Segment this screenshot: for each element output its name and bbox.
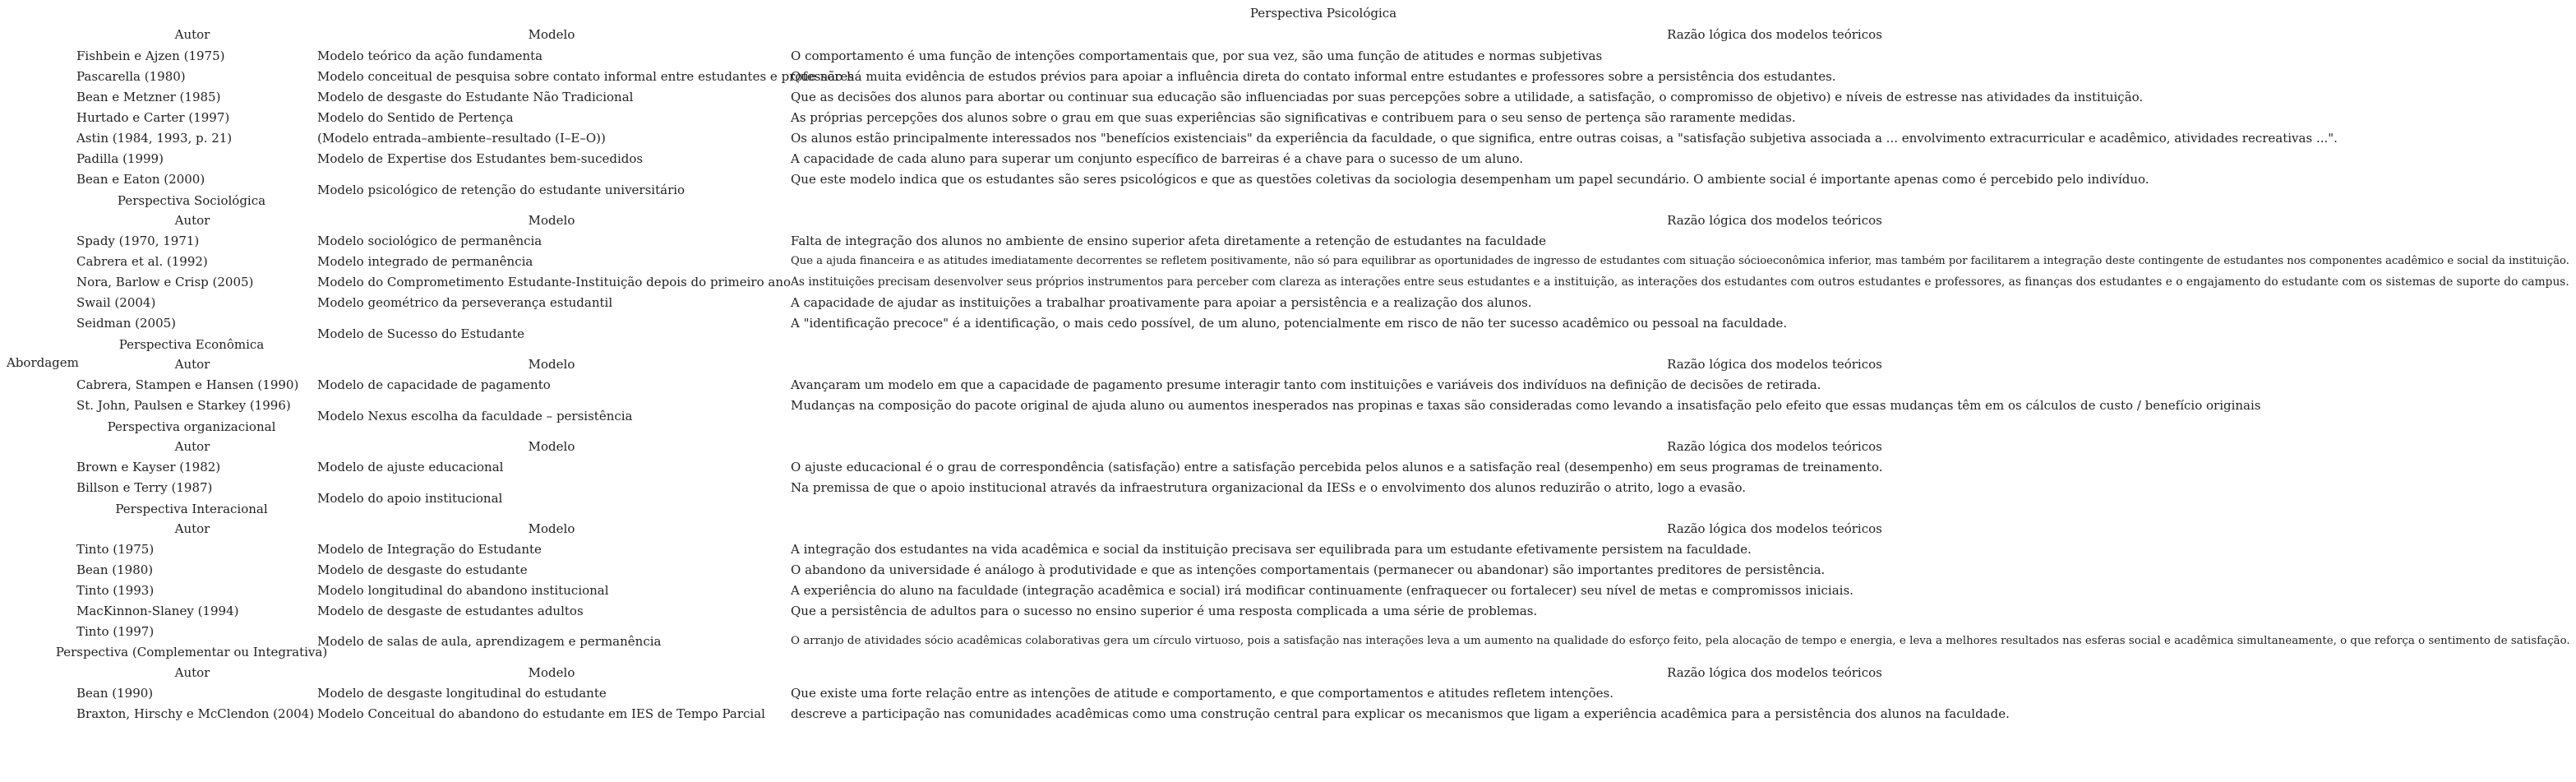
row-razao: As instituições precisam desenvolver seus próprios instrumentos para perceber com clareza as interações entre seus estudantes e a instituição, as interações dos estudantes com outros estudantes e professores, as finanças dos estudantes e o engajamento do estudante com os sistemas de suporte do campus. — [791, 275, 2569, 289]
row-autor: Fishbein e Ajzen (1975) — [76, 49, 225, 63]
column-header-modelo: Modelo — [528, 665, 575, 680]
row-modelo: (Modelo entrada–ambiente–resultado (I–E–O)) — [317, 131, 606, 146]
row-razao: Avançaram um modelo em que a capacidade de pagamento presume interagir tanto com instituições e variáveis dos indivíduos na definição de decisões de retirada. — [791, 377, 1821, 392]
column-header-razao: Razão lógica dos modelos teóricos — [1667, 357, 1882, 372]
row-modelo: Modelo integrado de permanência — [317, 254, 533, 269]
row-modelo: Modelo do apoio institucional — [317, 491, 503, 506]
row-modelo: Modelo de desgaste do estudante — [317, 562, 528, 577]
row-autor: Nora, Barlow e Crisp (2005) — [76, 275, 254, 289]
row-razao: A "identificação precoce" é a identificação, o mais cedo possível, de um aluno, potencialmente em risco de não ter sucesso acadêmico ou pessoal na faculdade. — [791, 316, 1788, 331]
column-header-razao: Razão lógica dos modelos teóricos — [1667, 521, 1882, 536]
row-modelo: Modelo Nexus escolha da faculdade – persistência — [317, 409, 633, 423]
row-modelo: Modelo de desgaste de estudantes adultos — [317, 604, 584, 618]
row-modelo: Modelo sociológico de permanência — [317, 234, 542, 248]
column-header-autor: Autor — [174, 439, 210, 454]
column-header-modelo: Modelo — [528, 439, 575, 454]
row-modelo: Modelo de capacidade de pagamento — [317, 377, 551, 392]
column-header-razao: Razão lógica dos modelos teóricos — [1667, 27, 1882, 42]
section-title: Perspectiva Econômica — [118, 337, 265, 352]
row-modelo: Modelo do Sentido de Pertença — [317, 110, 514, 125]
section-title: Perspectiva organizacional — [107, 419, 276, 434]
row-modelo: Modelo teórico da ação fundamenta — [317, 49, 543, 63]
row-modelo: Modelo Conceitual do abandono do estudante em IES de Tempo Parcial — [317, 706, 765, 721]
row-modelo: Modelo do Comprometimento Estudante-Instituição depois do primeiro ano — [317, 275, 792, 289]
row-autor: Astin (1984, 1993, p. 21) — [76, 131, 233, 146]
row-autor: Braxton, Hirschy e McClendon (2004) — [76, 706, 315, 721]
row-razao: Que este modelo indica que os estudantes são seres psicológicos e que as questões coletivas da sociologia desempenham um papel secundário. O ambiente social é importante apenas como é percebido pelo indivíduo. — [791, 172, 2149, 187]
row-autor: Seidman (2005) — [76, 316, 177, 331]
row-razao: O arranjo de atividades sócio acadêmicas colaborativas gera um círculo virtuoso, pois a satisfação nas interações leva a um aumento na qualidade do esforço feito, pela alocação de tempo e energia, e leva a melhores resultados nas esferas social e acadêmica simultaneamente, o que reforça o sentimento de satisfação. — [791, 635, 2570, 647]
section-title: Perspectiva (Complementar ou Integrativa) — [55, 645, 328, 659]
row-razao: Os alunos estão principalmente interessados nos "benefícios existenciais" da experiência da faculdade, o que significa, entre outras coisas, a "satisfação subjetiva associada a ... envolvimento extracurricular e acadêmico, atividades recreativas ...". — [791, 131, 2338, 146]
abordagem-label: Abordagem — [7, 355, 79, 370]
row-autor: Billson e Terry (1987) — [76, 480, 213, 495]
column-header-modelo: Modelo — [528, 27, 575, 42]
column-header-razao: Razão lógica dos modelos teóricos — [1667, 439, 1882, 454]
row-autor: Tinto (1997) — [76, 624, 155, 639]
row-autor: St. John, Paulsen e Starkey (1996) — [76, 398, 291, 413]
row-autor: Hurtado e Carter (1997) — [76, 110, 230, 125]
row-razao: A capacidade de cada aluno para superar um conjunto específico de barreiras é a chave para o sucesso de um aluno. — [791, 151, 1523, 166]
row-razao: O abandono da universidade é análogo à produtividade e que as intenções comportamentais (permanecer ou abandonar) são importantes preditores de persistência. — [791, 562, 1826, 577]
row-modelo: Modelo conceitual de pesquisa sobre contato informal entre estudantes e professores — [317, 69, 854, 84]
row-razao: O ajuste educacional é o grau de correspondência (satisfação) entre a satisfação percebida pelos alunos e a satisfação real (desempenho) em seus programas de treinamento. — [791, 460, 1883, 474]
row-autor: Spady (1970, 1971) — [76, 234, 200, 248]
column-header-autor: Autor — [174, 357, 210, 372]
row-autor: Brown e Kayser (1982) — [76, 460, 221, 474]
row-autor: Bean e Eaton (2000) — [76, 172, 205, 187]
column-header-modelo: Modelo — [528, 521, 575, 536]
row-autor: Bean (1990) — [76, 686, 154, 701]
column-header-autor: Autor — [174, 665, 210, 680]
row-razao: A integração dos estudantes na vida acadêmica e social da instituição precisava ser equilibrada para um estudante efetivamente persistem na faculdade. — [791, 542, 1752, 557]
column-header-modelo: Modelo — [528, 357, 575, 372]
row-modelo: Modelo geométrico da perseverança estudantil — [317, 295, 613, 310]
row-modelo: Modelo de Expertise dos Estudantes bem-sucedidos — [317, 151, 644, 166]
section-title: Perspectiva Interacional — [115, 502, 268, 516]
row-autor: Swail (2004) — [76, 295, 156, 310]
row-modelo: Modelo psicológico de retenção do estudante universitário — [317, 183, 686, 197]
column-header-modelo: Modelo — [528, 213, 575, 228]
row-autor: Tinto (1975) — [76, 542, 155, 557]
row-razao: Que a persistência de adultos para o sucesso no ensino superior é uma resposta complicada a uma série de problemas. — [791, 604, 1538, 618]
row-autor: Bean (1980) — [76, 562, 154, 577]
row-modelo: Modelo de desgaste do Estudante Não Tradicional — [317, 90, 634, 104]
row-modelo: Modelo de Sucesso do Estudante — [317, 326, 524, 341]
row-razao: O comportamento é uma função de intenções comportamentais que, por sua vez, são uma função de atitudes e normas subjetivas — [791, 49, 1603, 63]
row-razao: Que existe uma forte relação entre as intenções de atitude e comportamento, e que comportamentos e atitudes refletem intenções. — [791, 686, 1613, 701]
row-autor: Cabrera et al. (1992) — [76, 254, 208, 269]
row-razao: Falta de integração dos alunos no ambiente de ensino superior afeta diretamente a retenção de estudantes na faculdade — [791, 234, 1547, 248]
row-razao: Mudanças na composição do pacote original de ajuda aluno ou aumentos inesperados nas propinas e taxas são consideradas como levando a insatisfação pelo efeito que essas mudanças têm em os cálculos de custo / benefício originais — [791, 398, 2261, 413]
column-header-razao: Razão lógica dos modelos teóricos — [1667, 665, 1882, 680]
row-modelo: Modelo de desgaste longitudinal do estudante — [317, 686, 607, 701]
row-razao: Que as decisões dos alunos para abortar ou continuar sua educação são influenciadas por suas percepções sobre a utilidade, a satisfação, o compromisso de objetivo) e níveis de estresse nas atividades da instituição. — [791, 90, 2144, 104]
row-razao: A capacidade de ajudar as instituições a trabalhar proativamente para apoiar a persistência e a realização dos alunos. — [791, 295, 1532, 310]
top-perspective-header: Perspectiva Psicológica — [1249, 6, 1397, 21]
row-modelo: Modelo de salas de aula, aprendizagem e permanência — [317, 634, 662, 649]
row-autor: Padilla (1999) — [76, 151, 164, 166]
column-header-autor: Autor — [174, 521, 210, 536]
row-autor: Cabrera, Stampen e Hansen (1990) — [76, 377, 299, 392]
column-header-autor: Autor — [174, 27, 210, 42]
row-razao: Na premissa de que o apoio institucional através da infraestrutura organizacional da IESs e o envolvimento dos alunos reduzirão o atrito, logo a evasão. — [791, 480, 1746, 495]
row-razao: Que a ajuda financeira e as atitudes imediatamente decorrentes se refletem positivamente, não só para equilibrar as oportunidades de ingresso de estudantes com situação sócioeconômica inferior, mas também por facilitarem a integração deste contingente de estudantes nos componentes acadêmico e social da instituição. — [791, 255, 2569, 267]
row-razao: descreve a participação nas comunidades acadêmicas como uma construção central para explicar os mecanismos que ligam a experiência acadêmica para a persistência dos alunos na faculdade. — [791, 706, 2010, 721]
row-modelo: Modelo de Integração do Estudante — [317, 542, 542, 557]
row-razao: As próprias percepções dos alunos sobre o grau em que suas experiências são significativas e contribuem para o seu senso de pertença são raramente medidas. — [791, 110, 1796, 125]
row-razao: Que não há muita evidência de estudos prévios para apoiar a influência direta do contato informal entre estudantes e professores sobre a persistência dos estudantes. — [791, 69, 1836, 84]
row-autor: MacKinnon-Slaney (1994) — [76, 604, 239, 618]
section-title: Perspectiva Sociológica — [117, 193, 266, 208]
row-modelo: Modelo longitudinal do abandono institucional — [317, 583, 609, 598]
row-autor: Pascarella (1980) — [76, 69, 186, 84]
row-razao: A experiência do aluno na faculdade (integração acadêmica e social) irá modificar continuamente (enfraquecer ou fortalecer) seu nível de metas e compromissos iniciais. — [791, 583, 1854, 598]
row-modelo: Modelo de ajuste educacional — [317, 460, 504, 474]
column-header-autor: Autor — [174, 213, 210, 228]
row-autor: Bean e Metzner (1985) — [76, 90, 221, 104]
column-header-razao: Razão lógica dos modelos teóricos — [1667, 213, 1882, 228]
row-autor: Tinto (1993) — [76, 583, 155, 598]
